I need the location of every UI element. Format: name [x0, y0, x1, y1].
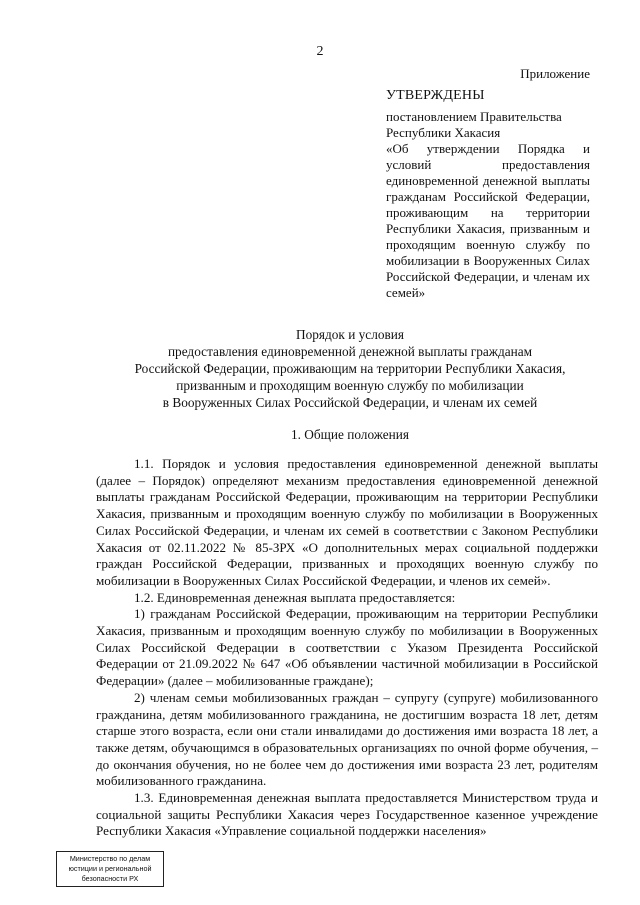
- appendix-label: Приложение: [520, 66, 590, 81]
- page-number: 2: [316, 44, 324, 59]
- appendix-line: Республики Хакасия: [386, 125, 501, 140]
- stamp-line: юстиции и региональной: [68, 864, 152, 873]
- approved-heading: УТВЕРЖДЕНЫ: [386, 88, 485, 103]
- title-line: Порядок и условия: [296, 327, 404, 342]
- title-line: призванным и проходящим военную службу по мобилизации: [176, 378, 524, 393]
- paragraph: 1.3. Единовременная денежная выплата предоставляется Министерством труда и социальной защиты Республики Хакасия через Государственное казенное учреждение Республики Хакасия «Управление социальной поддержки населения»: [96, 790, 598, 839]
- appendix-line: постановлением Правительства: [386, 109, 562, 124]
- paragraph: 1.2. Единовременная денежная выплата предоставляется:: [134, 589, 456, 605]
- title-line: Российской Федерации, проживающим на территории Республики Хакасия,: [134, 361, 566, 376]
- appendix-decree-title: «Об утверждении Порядка и условий предоставления единовременной денежной выплаты гражданам Российской Федерации, проживающим на территории Республики Хакасия, призванным и проходящим военную службу по мобилизации в Вооруженных Силах Российской Федерации, и членам их семей»: [386, 141, 590, 300]
- title-line: предоставления единовременной денежной выплаты гражданам: [167, 344, 533, 359]
- section-heading: 1. Общие положения: [290, 427, 410, 442]
- ministry-stamp: [56, 851, 164, 887]
- document-title: [60, 326, 640, 411]
- paragraph: 2) членам семьи мобилизованных граждан – супругу (супруге) мобилизованного гражданина, детям мобилизованного гражданина, не достигшим возраста 18 лет, детям старше этого возраста, если они стали инвалидами до достижения ими возраста 18 лет, а также детям, обучающимся в образовательных организациях по очной форме обучения, – до окончания обучения, но не более чем до достижения ими возраста 23 лет, родителям мобилизованного гражданина.: [96, 689, 598, 789]
- paragraph: 1) гражданам Российской Федерации, проживающим на территории Республики Хакасия, призванным и проходящим военную службу по мобилизации в Вооруженных Силах Российской Федерации в соответствии с Указом Президента Российской Федерации от 21.09.2022 № 647 «Об объявлении частичной мобилизации в Российской Федерации» (далее – мобилизованные граждане);: [96, 606, 598, 689]
- body-text: [96, 456, 598, 840]
- stamp-line: безопасности РХ: [81, 874, 139, 883]
- paragraph: 1.1. Порядок и условия предоставления единовременной денежной выплаты (далее – Порядок) определяют механизм предоставления единовременной денежной выплаты гражданам Российской Федерации, проживающим на территории Республики Хакасия, призванным и проходящим военную службу по мобилизации в Вооруженных Силах Российской Федерации, и членам их семей в соответствии с Законом Республики Хакасия от 02.11.2022 № 85-ЗРХ «О дополнительных мерах социальной поддержки граждан Российской Федерации, призванных и проходящих военную службу по мобилизации в Вооруженных Силах Российской Федерации, и членов их семей».: [96, 456, 598, 588]
- stamp-line: Министерство по делам: [69, 854, 151, 863]
- title-line: в Вооруженных Силах Российской Федерации, и членам их семей: [162, 395, 538, 410]
- appendix-block: [386, 66, 590, 301]
